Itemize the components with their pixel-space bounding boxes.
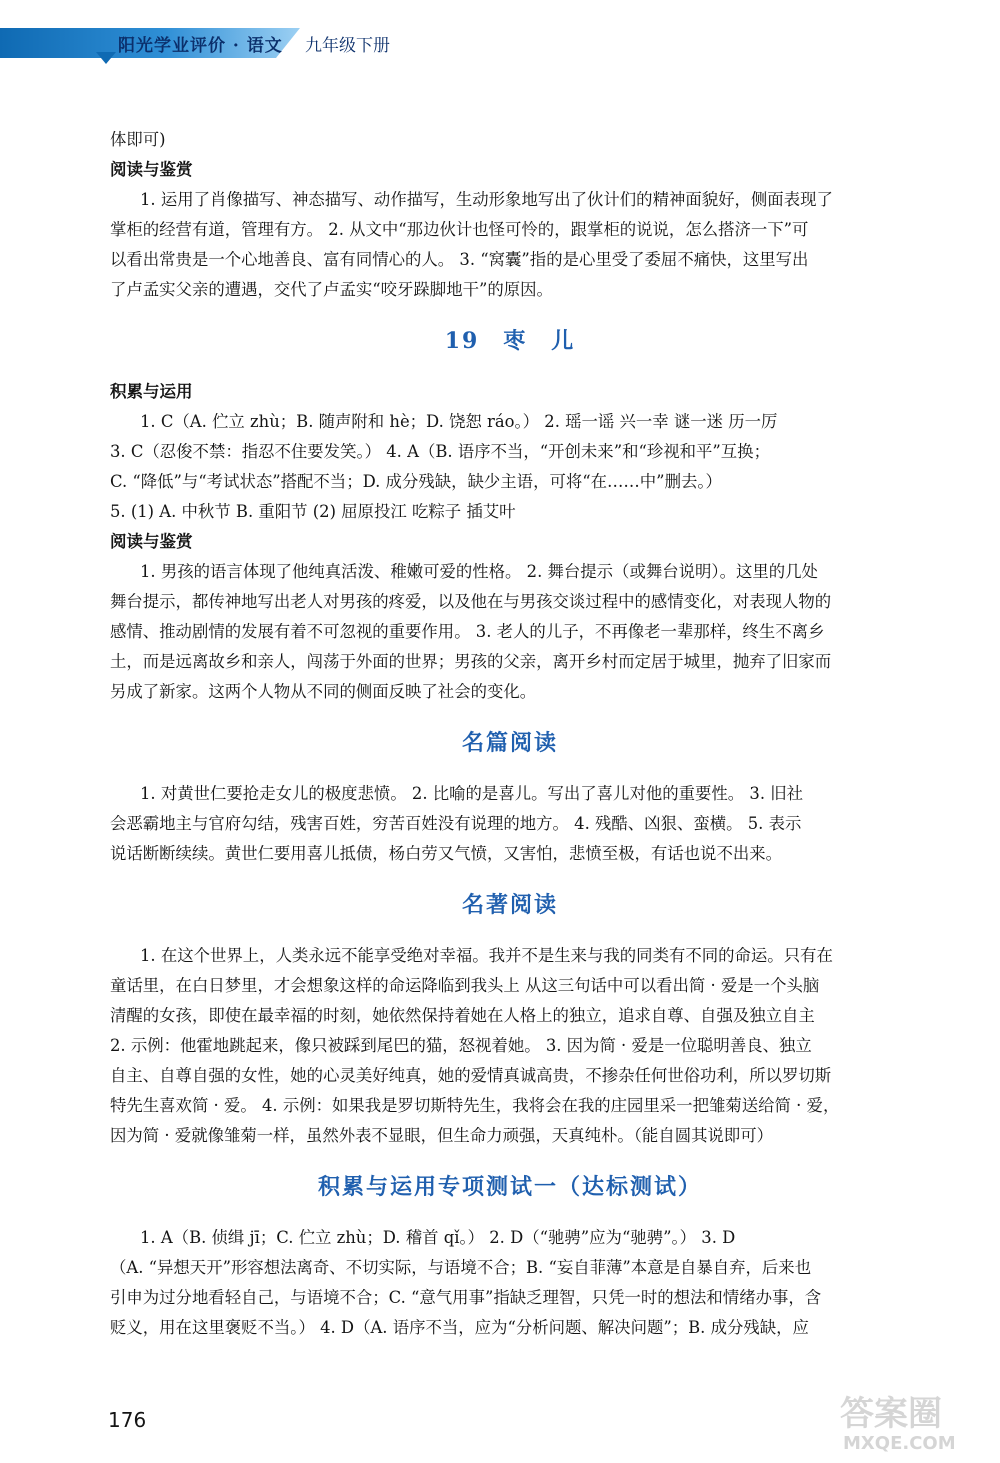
paragraph-line: 自主、自尊自强的女性，她的心灵美好纯真，她的爱情真诚高贵，不掺杂任何世俗功利，所以罗切斯 bbox=[110, 1066, 832, 1085]
paragraph-line: 1. A（B. 侦缉 jī；C. 伫立 zhù；D. 稽首 qǐ。） 2. D（“驰骋”应为“驰骋”。） 3. D bbox=[140, 1228, 736, 1247]
paragraph-line: 了卢孟实父亲的遭遇，交代了卢孟实“咬牙跺脚地干”的原因。 bbox=[110, 280, 553, 299]
paragraph-line: 5. (1) A. 中秋节 B. 重阳节 (2) 屈原投江 吃粽子 插艾叶 bbox=[110, 502, 516, 521]
header-title: 阳光学业评价 · 语文 bbox=[118, 36, 283, 56]
paragraph-line: 2. 示例：他霍地跳起来，像只被踩到尾巴的猫，怒视着她。 3. 因为简 · 爱是一位聪明善良、独立 bbox=[110, 1036, 812, 1055]
paragraph-line: 说话断断续续。黄世仁要用喜儿抵债，杨白劳又气愤，又害怕，悲愤至极，有话也说不出来。 bbox=[110, 844, 783, 863]
paragraph-line: 因为简 · 爱就像雏菊一样，虽然外表不显眼，但生命力顽强，天真纯朴。（能自圆其说即可） bbox=[110, 1126, 774, 1145]
watermark-text: 答案圈 bbox=[840, 1394, 942, 1434]
paragraph-line: 童话里，在白日梦里，才会想象这样的命运降临到我头上 从这三句话中可以看出简 · 爱是一个头脑 bbox=[110, 976, 820, 995]
section-subheading: 阅读与鉴赏 bbox=[110, 160, 193, 179]
paragraph-line: 以看出常贵是一个心地善良、富有同情心的人。 3. “窝囊”指的是心里受了委屈不痛快，这里写出 bbox=[110, 250, 809, 269]
paragraph-line: 引申为过分地看轻自己，与语境不合；C. “意气用事”指缺乏理智，只凭一时的想法和情绪办事，含 bbox=[110, 1288, 822, 1307]
paragraph-line: 1. 男孩的语言体现了他纯真活泼、稚嫩可爱的性格。 2. 舞台提示（或舞台说明）。这里的几处 bbox=[140, 562, 818, 581]
page-number: 176 bbox=[108, 1408, 147, 1432]
watermark-url: MXQE.COM bbox=[843, 1433, 956, 1454]
header-grade: 九年级下册 bbox=[305, 36, 390, 56]
paragraph-line: 会恶霸地主与官府勾结，残害百姓，穷苦百姓没有说理的地方。 4. 残酷、凶狠、蛮横。 5. 表示 bbox=[110, 814, 802, 833]
paragraph-line: 清醒的女孩，即使在最幸福的时刻，她依然保持着她在人格上的独立，追求自尊、自强及独立自主 bbox=[110, 1006, 815, 1025]
page-content bbox=[110, 125, 910, 1343]
section-title: 名篇阅读 bbox=[461, 730, 558, 756]
paragraph-line: 特先生喜欢简 · 爱。 4. 示例：如果我是罗切斯特先生，我将会在我的庄园里采一把雏菊送给简 · 爱， bbox=[110, 1096, 840, 1115]
paragraph-line: 1. 对黄世仁要抢走女儿的极度悲愤。 2. 比喻的是喜儿。写出了喜儿对他的重要性。 3. 旧社 bbox=[140, 784, 804, 803]
section-title: 名著阅读 bbox=[461, 892, 558, 918]
section-title: 19 枣 儿 bbox=[444, 328, 576, 354]
paragraph-line: C. “降低”与“考试状态”搭配不当；D. 成分残缺，缺少主语，可将“在……中”删去。） bbox=[110, 472, 722, 491]
paragraph-line: 土，而是远离故乡和亲人，闯荡于外面的世界；男孩的父亲，离开乡村而定居于城里，抛弃了旧家而 bbox=[110, 652, 832, 671]
paragraph-line: 体即可) bbox=[110, 130, 166, 149]
paragraph-line: （A. “异想天开”形容想法离奇、不切实际，与语境不合；B. “妄自菲薄”本意是自暴自弃，后来也 bbox=[110, 1258, 812, 1277]
section-subheading: 阅读与鉴赏 bbox=[110, 532, 193, 551]
paragraph-line: 感情、推动剧情的发展有着不可忽视的重要作用。 3. 老人的儿子，不再像老一辈那样，终生不离乡 bbox=[110, 622, 825, 641]
header-notch bbox=[96, 52, 116, 64]
paragraph-line: 1. C（A. 伫立 zhù；B. 随声附和 hè；D. 饶恕 ráo。） 2. 瑶一谣 兴一幸 谜一迷 历一厉 bbox=[140, 412, 778, 431]
section-subheading: 积累与运用 bbox=[110, 382, 193, 401]
paragraph-line: 另成了新家。这两个人物从不同的侧面反映了社会的变化。 bbox=[110, 682, 537, 701]
watermark-logo bbox=[835, 1385, 985, 1455]
paragraph-line: 舞台提示，都传神地写出老人对男孩的疼爱，以及他在与男孩交谈过程中的感情变化，对表现人物的 bbox=[110, 592, 832, 611]
paragraph-line: 1. 在这个世界上，人类永远不能享受绝对幸福。我并不是生来与我的同类有不同的命运。只有在 bbox=[140, 946, 833, 965]
paragraph-line: 1. 运用了肖像描写、神态描写、动作描写，生动形象地写出了伙计们的精神面貌好，侧面表现了 bbox=[140, 190, 833, 209]
section-title: 积累与运用专项测试一（达标测试） bbox=[317, 1174, 702, 1200]
paragraph-line: 3. C（忍俊不禁：指忍不住要发笑。） 4. A（B. 语序不当，“开创未来”和“珍视和平”互换； bbox=[110, 442, 770, 461]
paragraph-line: 贬义，用在这里褒贬不当。） 4. D（A. 语序不当，应为“分析问题、解决问题”；B. 成分残缺，应 bbox=[110, 1318, 809, 1337]
paragraph-line: 掌柜的经营有道，管理有方。 2. 从文中“那边伙计也怪可怜的，跟掌柜的说说，怎么搭济一下”可 bbox=[110, 220, 809, 239]
